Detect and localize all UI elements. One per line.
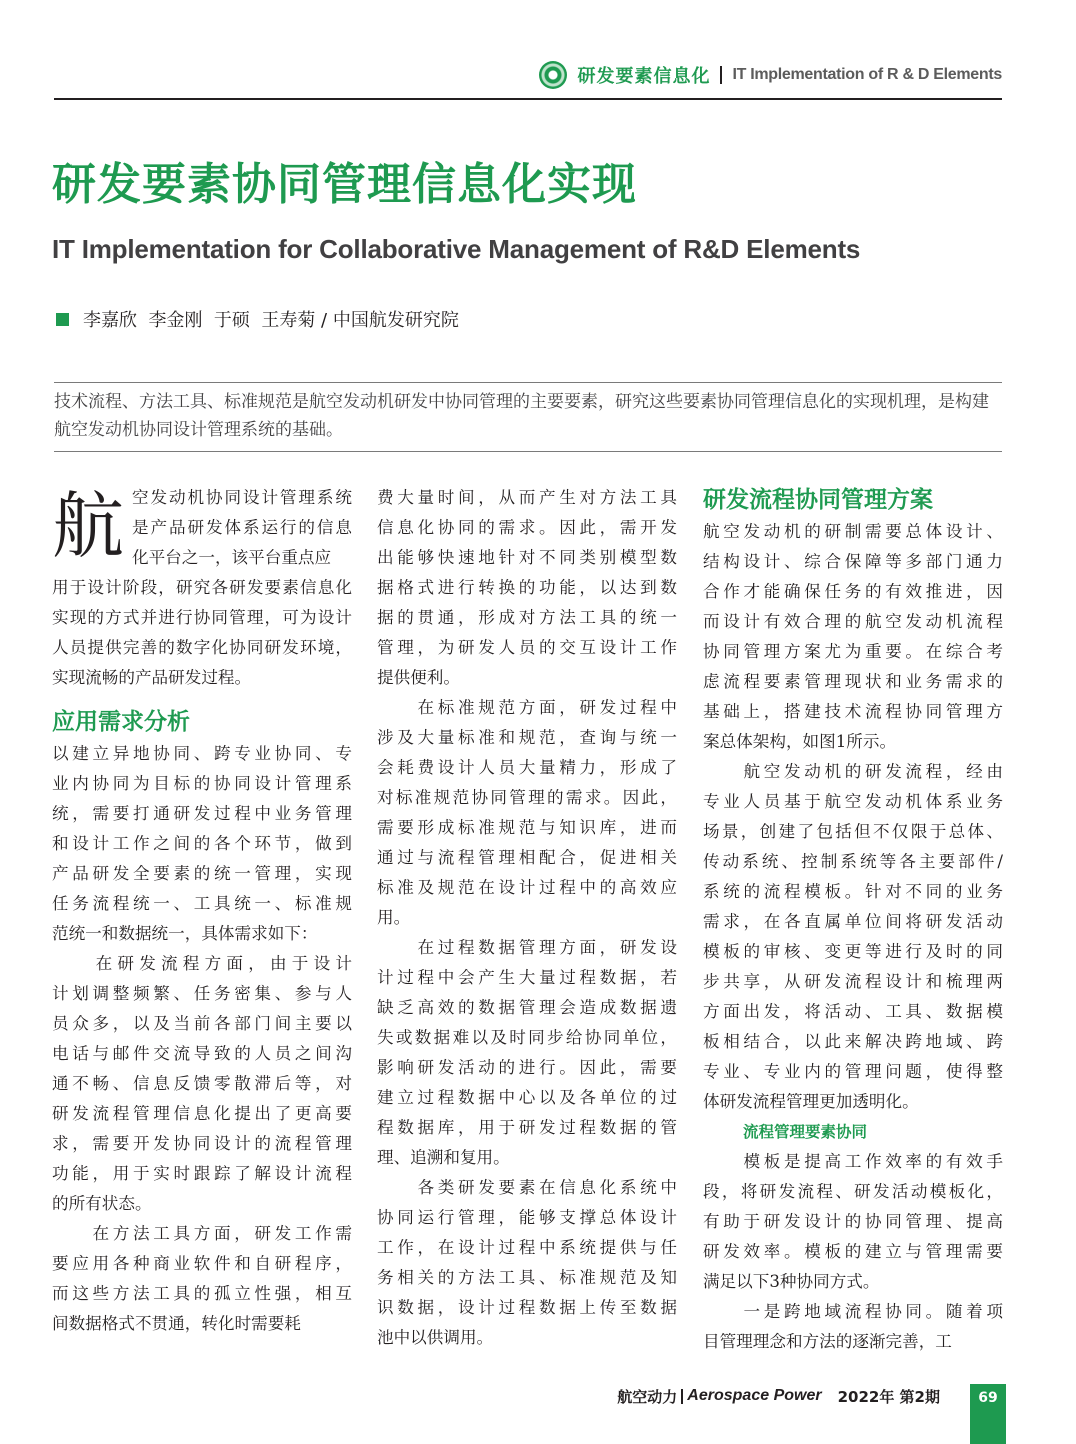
text-line: 用于设计阶段，研究各研发要素信息化 (52, 578, 352, 597)
text-line: 业内协同为目标的协同设计管理系 (52, 774, 352, 793)
text-line: 满足以下3种协同方式。 (703, 1272, 880, 1291)
requirements-text (52, 739, 352, 1339)
text-line: 协同管理方案尤为重要。在综合考 (703, 642, 1003, 661)
text-line: 方面出发，将活动、工具、数据模 (703, 1002, 1003, 1021)
footer-separator (681, 1389, 683, 1404)
text-line: 计划调整频繁、任务密集、参与人 (52, 984, 352, 1003)
drop-cap: 航 (52, 484, 125, 568)
text-line: 范统一和数据统一，具体需求如下： (52, 924, 318, 943)
text-line: 人员提供完善的数字化协同研发环境， (52, 638, 352, 657)
text-line: 各类研发要素在信息化系统中 (377, 1178, 677, 1197)
text-line: 通不畅、信息反馈零散滞后等，对 (52, 1074, 352, 1093)
text-line: 系统的流程模板。针对不同的业务 (703, 882, 1003, 901)
text-line: 而设计有效合理的航空发动机流程 (703, 612, 1003, 631)
text-line: 步共享，从研发流程设计和梳理两 (703, 972, 1003, 991)
text-line: 需求，在各直属单位间将研发活动 (703, 912, 1003, 931)
section-title-cn: 研发要素信息化 (577, 66, 711, 87)
section-heading: 应用需求分析 (52, 709, 190, 735)
text-line: 模板是提高工作效率的有效手 (703, 1152, 1003, 1171)
process-elements-text (703, 1147, 1003, 1357)
text-line: 功能，用于实时跟踪了解设计流程 (52, 1164, 352, 1183)
text-line: 需要形成标准规范与知识库，进而 (377, 818, 677, 837)
text-line: 实现流畅的产品研发过程。 (52, 668, 252, 687)
subsection-heading: 流程管理要素协同 (743, 1123, 868, 1141)
text-line: 协同运行管理，能够支撑总体设计 (377, 1208, 677, 1227)
text-line: 专业人员基于航空发动机体系业务 (703, 792, 1003, 811)
text-line: 涉及大量标准和规范，查询与统一 (377, 728, 677, 747)
section-title-en: IT Implementation of R & D Elements (732, 66, 1002, 83)
section-heading: 研发流程协同管理方案 (703, 487, 933, 513)
column-2-text (377, 483, 677, 1353)
text-line: 通过与流程管理相配合，促进相关 (377, 848, 677, 867)
column-1 (52, 483, 352, 1339)
text-line: 空发动机协同设计管理系统 (132, 488, 352, 507)
abstract-rule-top (54, 382, 1002, 383)
text-line: 求，需要开发协同设计的流程管理 (52, 1134, 352, 1153)
text-line: 员众多，以及当前各部门间主要以 (52, 1014, 352, 1033)
issue-label: 2022年 第2期 (837, 1387, 940, 1406)
text-line: 标准及规范在设计过程中的高效应 (377, 878, 677, 897)
text-line: 而这些方法工具的孤立性强，相互 (52, 1284, 352, 1303)
author-bullet-icon (56, 313, 69, 326)
text-line: 实现的方式并进行协同管理，可为设计 (52, 608, 352, 627)
page-number: 69 (970, 1384, 1006, 1444)
drop-cap-lines (132, 483, 352, 573)
column-2 (377, 483, 677, 1353)
text-line: 在方法工具方面，研发工作需 (52, 1224, 352, 1243)
text-line: 在过程数据管理方面，研发设 (377, 938, 677, 957)
article-title-cn: 研发要素协同管理信息化实现 (52, 159, 637, 210)
text-line: 信息化协同的需求。因此，需开发 (377, 518, 677, 537)
journal-name-en: Aerospace Power (687, 1387, 822, 1404)
text-line: 要应用各种商业软件和自研程序， (52, 1254, 352, 1273)
text-line: 专业、专业内的管理问题，使得整 (703, 1062, 1003, 1081)
text-line: 务相关的方法工具、标准规范及知 (377, 1268, 677, 1287)
text-line: 池中以供调用。 (377, 1328, 494, 1347)
text-line: 以建立异地协同、跨专业协同、专 (52, 744, 352, 763)
text-line: 航空发动机的研制需要总体设计、 (703, 522, 1003, 541)
text-line: 研发流程管理信息化提出了更高要 (52, 1104, 352, 1123)
text-line: 对标准规范协同管理的需求。因此， (377, 788, 677, 807)
text-line: 在研发流程方面，由于设计 (52, 954, 352, 973)
text-line: 据的贯通，形成对方法工具的统一 (377, 608, 677, 627)
text-line: 间数据格式不贯通，转化时需要耗 (52, 1314, 301, 1333)
text-line: 合作才能确保任务的有效推进，因 (703, 582, 1003, 601)
journal-name-cn: 航空动力 (617, 1387, 678, 1406)
text-line: 是产品研发体系运行的信息 (132, 518, 352, 537)
text-line: 板相结合，以此来解决跨地域、跨 (703, 1032, 1003, 1051)
text-line: 用。 (377, 908, 411, 927)
page-footer (617, 1384, 940, 1408)
abstract: 技术流程、方法工具、标准规范是航空发动机研发中协同管理的主要要素，研究这些要素协同管理信息化的实现机理，是构建航空发动机协同设计管理系统的基础。 (54, 392, 989, 440)
column-3 (703, 483, 1003, 1357)
abstract-rule-bottom (54, 451, 1002, 452)
text-line: 的所有状态。 (52, 1194, 152, 1213)
process-scheme-text (703, 517, 1003, 1117)
text-line: 电话与邮件交流导致的人员之间沟 (52, 1044, 352, 1063)
article-title-en: IT Implementation for Collaborative Management of R&D Elements (52, 234, 861, 264)
header-rule (54, 98, 1002, 100)
text-line: 传动系统、控制系统等各主要部件/ (703, 852, 1003, 871)
text-line: 场景，创建了包括但不仅限于总体、 (703, 822, 1003, 841)
text-line: 有助于研发设计的协同管理、提高 (703, 1212, 1003, 1231)
text-line: 影响研发活动的进行。因此，需要 (377, 1058, 677, 1077)
text-line: 缺乏高效的数据管理会造成数据遗 (377, 998, 677, 1017)
author-line (56, 306, 459, 332)
text-line: 费大量时间，从而产生对方法工具 (377, 488, 677, 507)
text-line: 目管理理念和方法的逐渐完善，工 (703, 1332, 952, 1351)
text-line: 出能够快速地针对不同类别模型数 (377, 548, 677, 567)
authors-text: 李嘉欣 李金刚 于硕 王寿菊 / 中国航发研究院 (83, 310, 459, 331)
text-line: 会耗费设计人员大量精力，形成了 (377, 758, 677, 777)
text-line: 识数据，设计过程数据上传至数据 (377, 1298, 677, 1317)
text-line: 化平台之一，该平台重点应 (132, 548, 332, 567)
text-line: 体研发流程管理更加透明化。 (703, 1092, 919, 1111)
text-line: 管理，为研发人员的交互设计工作 (377, 638, 677, 657)
text-line: 航空发动机的研发流程，经由 (703, 762, 1003, 781)
text-line: 工作，在设计过程中系统提供与任 (377, 1238, 677, 1257)
section-logo-icon (539, 61, 567, 89)
text-line: 计过程中会产生大量过程数据，若 (377, 968, 677, 987)
text-line: 提供便利。 (377, 668, 460, 687)
text-line: 据格式进行转换的功能，以达到数 (377, 578, 677, 597)
text-line: 基础上，搭建技术流程协同管理方 (703, 702, 1003, 721)
text-line: 研发效率。模板的建立与管理需要 (703, 1242, 1003, 1261)
text-line: 和设计工作之间的各个环节，做到 (52, 834, 352, 853)
text-line: 一是跨地域流程协同。随着项 (703, 1302, 1003, 1321)
text-line: 案总体架构，如图1所示。 (703, 732, 897, 751)
text-line: 模板的审核、变更等进行及时的同 (703, 942, 1003, 961)
text-line: 建立过程数据中心以及各单位的过 (377, 1088, 677, 1107)
text-line: 失或数据难以及时同步给协同单位， (377, 1028, 677, 1047)
header-separator (720, 66, 722, 84)
intro-paragraph (52, 573, 352, 693)
running-header (539, 58, 1002, 92)
text-line: 在标准规范方面，研发过程中 (377, 698, 677, 717)
text-line: 任务流程统一、工具统一、标准规 (52, 894, 352, 913)
text-line: 理、追溯和复用。 (377, 1148, 510, 1167)
text-line: 产品研发全要素的统一管理，实现 (52, 864, 352, 883)
text-line: 统，需要打通研发过程中业务管理 (52, 804, 352, 823)
text-line: 虑流程要素管理现状和业务需求的 (703, 672, 1003, 691)
text-line: 程数据库，用于研发过程数据的管 (377, 1118, 677, 1137)
drop-cap-block (52, 483, 352, 573)
text-line: 结构设计、综合保障等多部门通力 (703, 552, 1003, 571)
text-line: 段，将研发流程、研发活动模板化， (703, 1182, 1003, 1201)
